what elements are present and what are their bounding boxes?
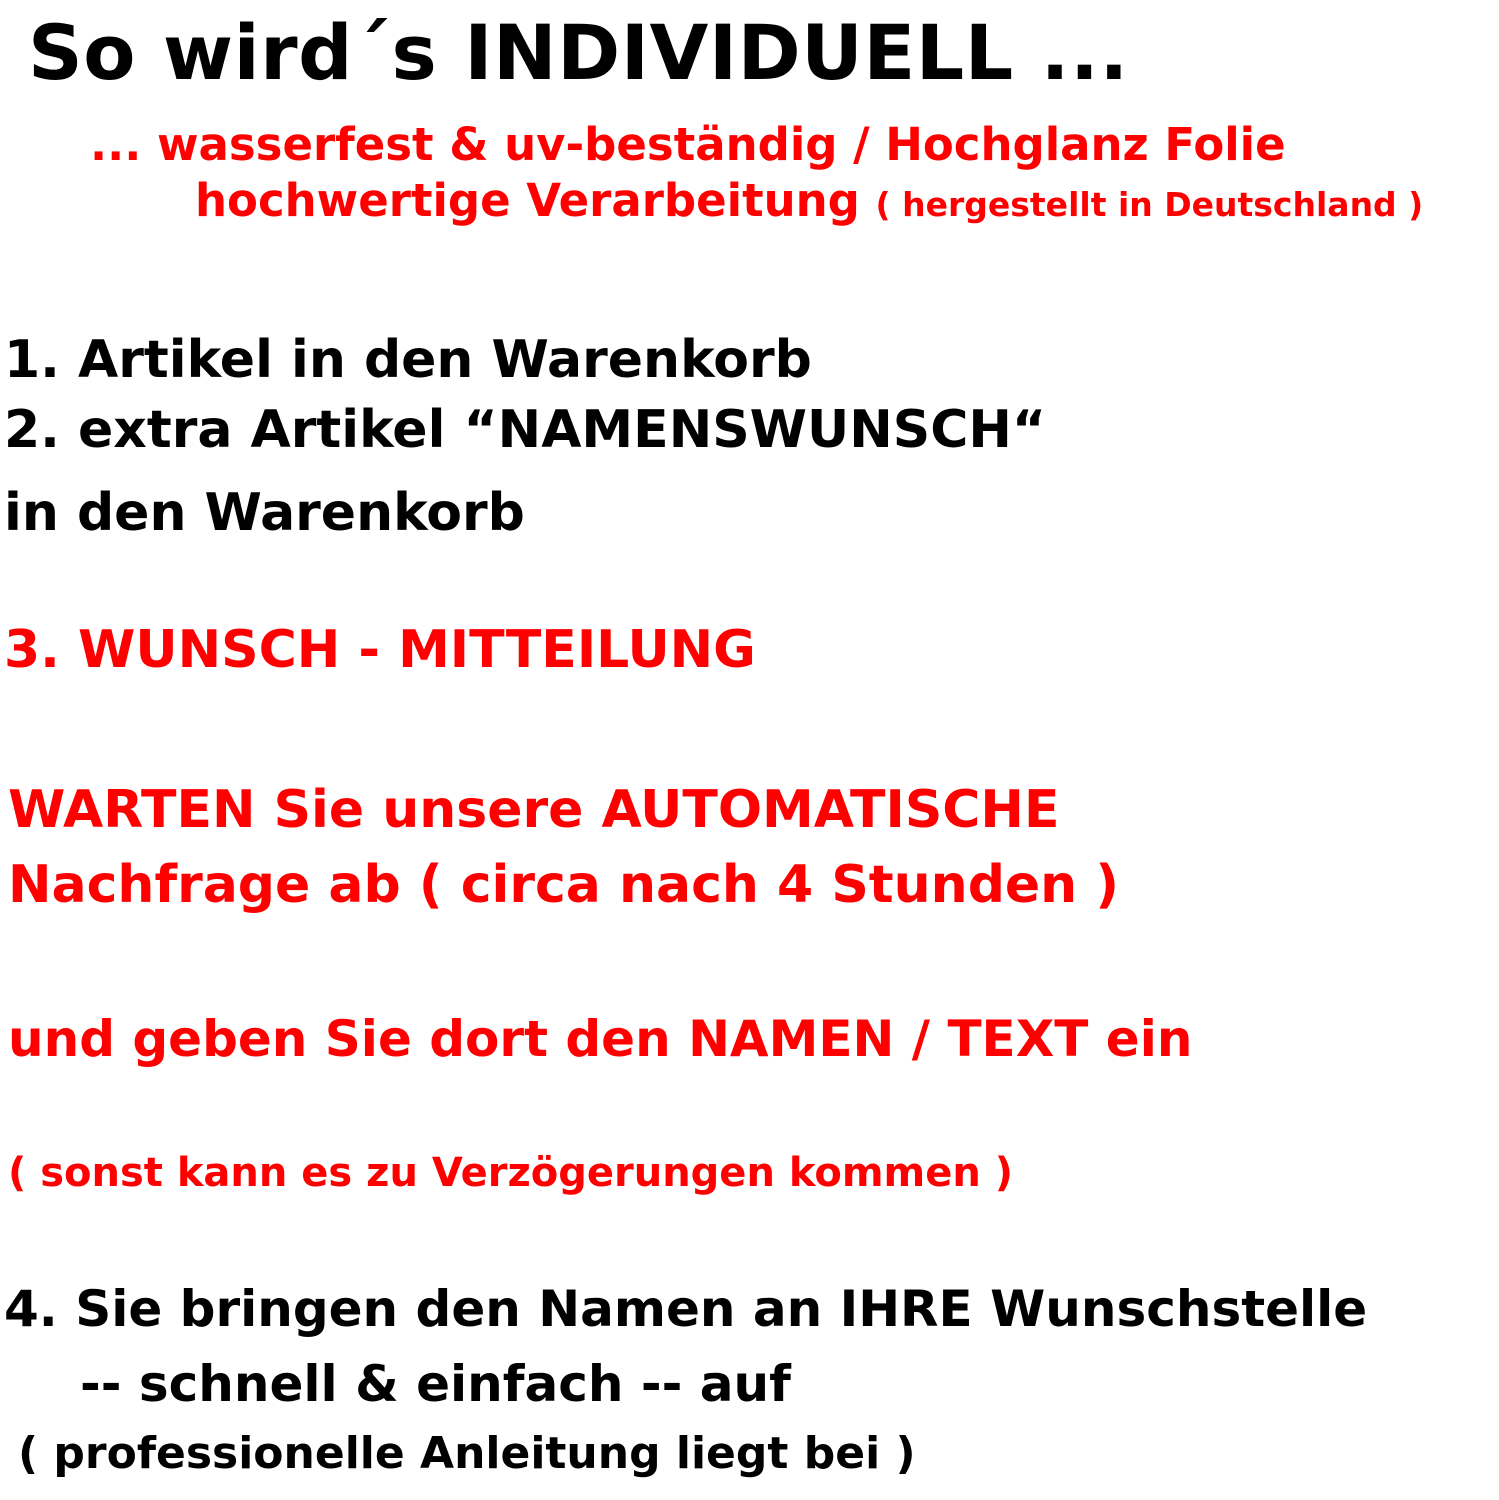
subtitle-line-2-note: ( hergestellt in Deutschland ) <box>875 185 1424 225</box>
step-4-line-2: -- schnell & einfach -- auf <box>80 1355 791 1413</box>
step-3: 3. WUNSCH - MITTEILUNG <box>4 620 756 680</box>
subtitle-line-2 <box>195 174 1424 228</box>
step-4-note: ( professionelle Anleitung liegt bei ) <box>18 1428 916 1479</box>
step-4-line-1: 4. Sie bringen den Namen an IHRE Wunschstelle <box>4 1280 1368 1338</box>
subtitle-block <box>90 118 1424 228</box>
page-title: So wird´s INDIVIDUELL ... <box>28 8 1129 97</box>
step-1: 1. Artikel in den Warenkorb <box>4 330 812 390</box>
delay-warning: ( sonst kann es zu Verzögerungen kommen ) <box>8 1150 1014 1196</box>
subtitle-line-2-main: hochwertige Verarbeitung <box>195 174 860 228</box>
step-2-line-1: 2. extra Artikel “NAMENSWUNSCH“ <box>4 400 1047 460</box>
wait-notice-line-1: WARTEN Sie unsere AUTOMATISCHE <box>8 780 1060 840</box>
step-2-line-2: in den Warenkorb <box>4 483 525 543</box>
wait-notice-line-2: Nachfrage ab ( circa nach 4 Stunden ) <box>8 855 1120 915</box>
subtitle-line-1: ... wasserfest & uv-beständig / Hochglanz Folie <box>90 118 1286 171</box>
enter-text-notice: und geben Sie dort den NAMEN / TEXT ein <box>8 1010 1193 1068</box>
